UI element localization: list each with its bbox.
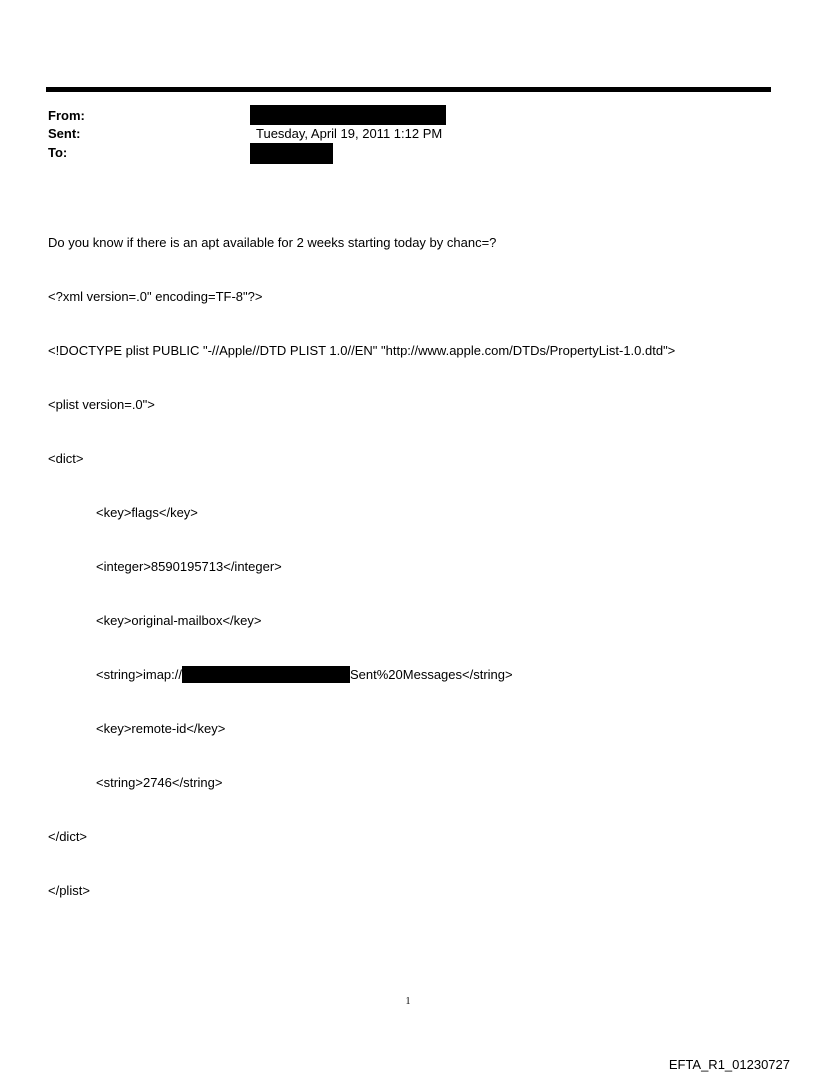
redaction-from bbox=[250, 105, 446, 125]
from-label: From: bbox=[48, 108, 85, 123]
document-id: EFTA_R1_01230727 bbox=[668, 1057, 790, 1072]
body-line: <integer>8590195713</integer> bbox=[96, 559, 282, 574]
redaction-inline bbox=[182, 666, 350, 683]
body-line: <plist version=.0"> bbox=[48, 397, 155, 412]
to-label: To: bbox=[48, 145, 68, 160]
sent-label: Sent: bbox=[48, 126, 81, 141]
body-line: </dict> bbox=[48, 829, 88, 844]
body-line: <key>original-mailbox</key> bbox=[96, 613, 262, 628]
header-rule bbox=[46, 87, 771, 92]
body-line: Do you know if there is an apt available for 2 weeks starting today by chanc=? bbox=[48, 235, 497, 250]
body-line: </plist> bbox=[48, 883, 90, 898]
sent-value: Tuesday, April 19, 2011 1:12 PM bbox=[256, 126, 443, 141]
body-line: <dict> bbox=[48, 451, 84, 466]
redaction-to bbox=[250, 143, 333, 164]
body-line: <string>2746</string> bbox=[96, 775, 223, 790]
body-line: <!DOCTYPE plist PUBLIC "-//Apple//DTD PLIST 1.0//EN" "http://www.apple.com/DTDs/PropertyList-1.0.dtd"> bbox=[48, 343, 676, 358]
body-line-redacted bbox=[48, 666, 675, 684]
page-number: 1 bbox=[405, 996, 411, 1007]
body-text-fragment: Sent%20Messages</string> bbox=[350, 667, 513, 682]
body-line: <key>remote-id</key> bbox=[96, 721, 226, 736]
email-body bbox=[48, 198, 675, 918]
body-line: <key>flags</key> bbox=[96, 505, 198, 520]
body-text-fragment: <string>imap:// bbox=[96, 667, 182, 682]
body-line: <?xml version=.0" encoding=TF-8"?> bbox=[48, 289, 263, 304]
